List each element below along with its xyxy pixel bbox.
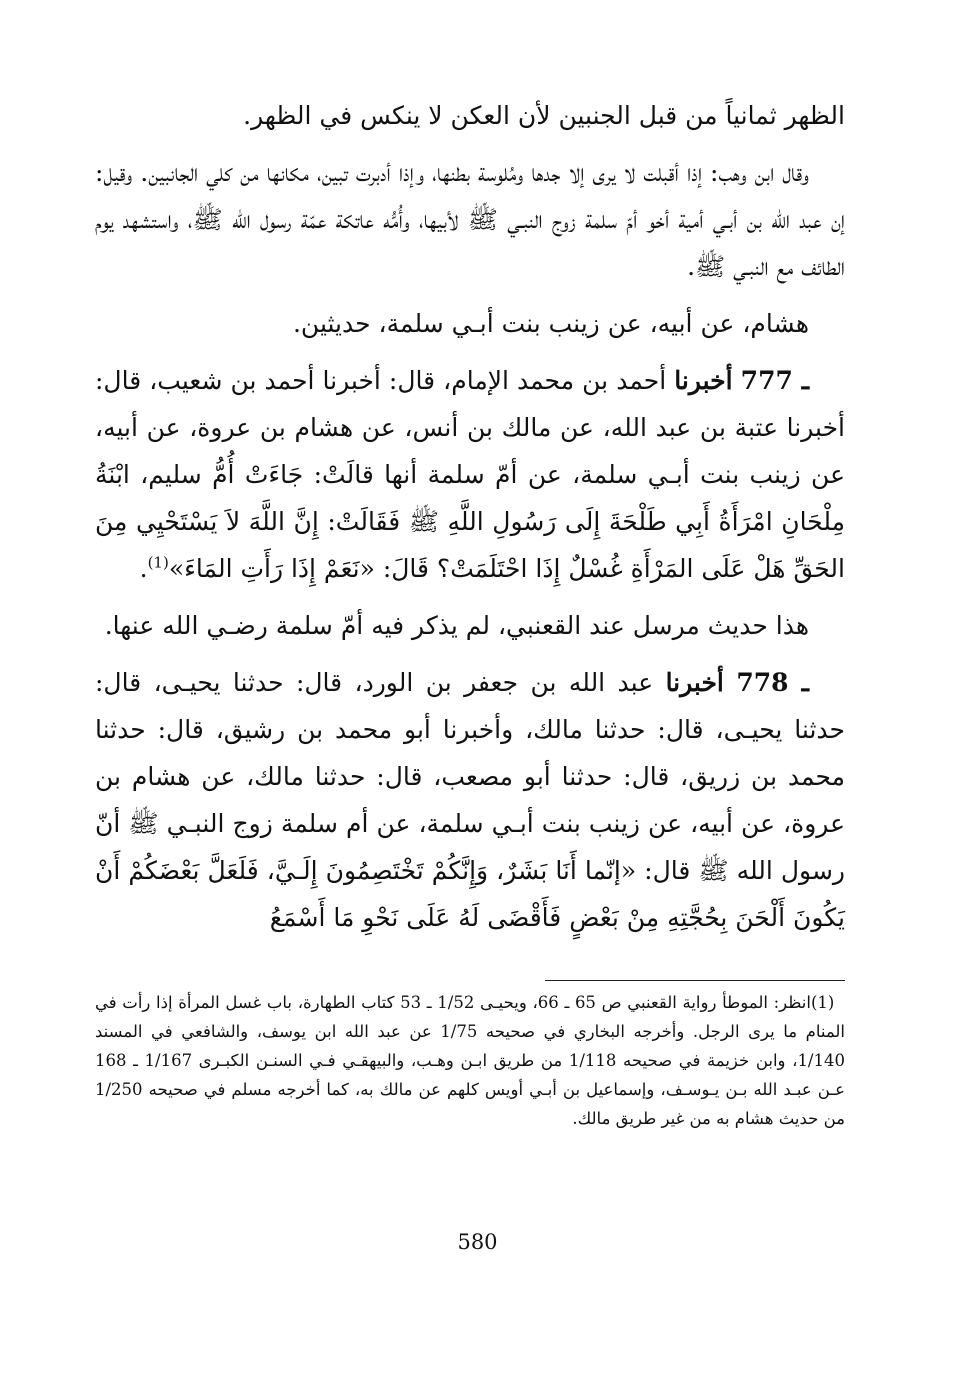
footnote-reference[interactable]: (1) xyxy=(147,553,169,572)
hadith-777 xyxy=(95,357,845,592)
hadith-tail: . xyxy=(139,554,148,583)
paragraph-1: الظهر ثمانياً من قبل الجنبين لأن العكن لا ينكس في الظهر. xyxy=(243,101,845,130)
page-number: 580 xyxy=(457,1230,498,1254)
footnote-divider xyxy=(545,980,845,981)
paragraph-3: هشام، عن أبيه، عن زينب بنت أبـي سلمة، حديثين. xyxy=(292,309,809,338)
hadith-lead-word: أخبرنا xyxy=(665,668,724,697)
footnote-text: انظر: الموطأ رواية القعنبي ص 65 ـ 66، ويحيـى 1/52 ـ 53 كتاب الطهارة، باب غسل المرأة إذا رأت في المنام ما يرى الرجل. وأخرجه البخاري في صحيحه 1/75 عن عبد الله ابن يوسف، والشافعي في المسند 1/140، وابن خزيمة في صحيحه 1/118 من طريق ابـن وهـب، والبيهقـي فـي السنـن الكبـرى 1/167 ـ 168 عـن عبـد الله بـن يـوسـف، وإسماعيل بن أبـي أويس كلهم عن مالك به، كما أخرجه مسلم في صحيحه 1/250 من حديث هشام به من غير طريق مالك. xyxy=(95,993,846,1128)
hadith-number: 777 ـ xyxy=(740,366,810,395)
footnote-1 xyxy=(95,988,845,1133)
hadith-text: عبد الله بن جعفر بن الورد، قال: حدثنا يحيـى، قال: حدثنا يحيـى، قال: حدثنا مالك، وأخبرنا أبو محمد بن رشيق، قال: حدثنا محمد بن زريق، قال: حدثنا أبو مصعب، قال: حدثنا مالك، عن هشام بن عروة، عن أبيه، عن زينب بنت أبـي سلمة، عن أم سلمة زوج النبـي ﷺ أنّ رسول الله ﷺ قال: «إنّما أَنَا بَشَرٌ، وَإِنَّكُمْ تَخْتَصِمُونَ إِلَـيَّ، فَلَعَلَّ بَعْضَكُمْ أَنْ يَكُونَ أَلْحَنَ بِحُجَّتِهِ مِنْ بَعْضٍ فَأَقْضَى لَهُ عَلَى نَحْوِ مَا أَسْمَعُ xyxy=(95,668,845,932)
hadith-778 xyxy=(95,659,845,941)
footnote-number: (1) xyxy=(811,993,835,1012)
main-text xyxy=(95,92,845,941)
footnotes xyxy=(95,988,845,1133)
hadith-lead-word: أخبرنا xyxy=(674,366,733,395)
page-content xyxy=(95,92,846,1128)
hadith-number: 778 ـ xyxy=(736,668,809,697)
hadith-text: أحمد بن محمد الإمام، قال: أخبرنا أحمد بن شعيب، قال: أخبرنا عتبة بن عبد الله، عن مالك بن أنس، عن هشام بن عروة، عن أبيه، عن زينب بنت أبـي سلمة، عن أمّ سلمة أنها قالَتْ: جَاءَتْ أُمُّ سليم، ابْنَةُ مِلْحَانِ امْرَأَةُ أَبِي طَلْحَةَ إِلَى رَسُولِ اللَّهِ ﷺ فَقَالَتْ: إِنَّ اللَّهَ لاَ يَسْتَحْيِي مِنَ الحَقِّ هَلْ عَلَى المَرْأَةِ غُسْلٌ إِذَا احْتَلَمَتْ؟ قَالَ: «نَعَمْ إِذَا رَأَتِ المَاءَ» xyxy=(95,366,845,583)
paragraph-2: وقال ابن وهب: إذا أقبلت لا يرى إلا جدها ومُلوسة بطنها، وإذا أدبرت تبين، مكانها من كلي الجانبين. وقيل: إن عبد الله بن أبـي أمية أخو أمّ سلمة زوج النبـي ﷺ لأبيها، وأُمُّه عاتكة عمّة رسول الله ﷺ، واستشهد يوم الطائف مع النبـي ﷺ. xyxy=(95,158,845,281)
paragraph-5: هذا حديث مرسل عند القعنبي، لم يذكر فيه أمّ سلمة رضـي الله عنها. xyxy=(104,611,809,640)
